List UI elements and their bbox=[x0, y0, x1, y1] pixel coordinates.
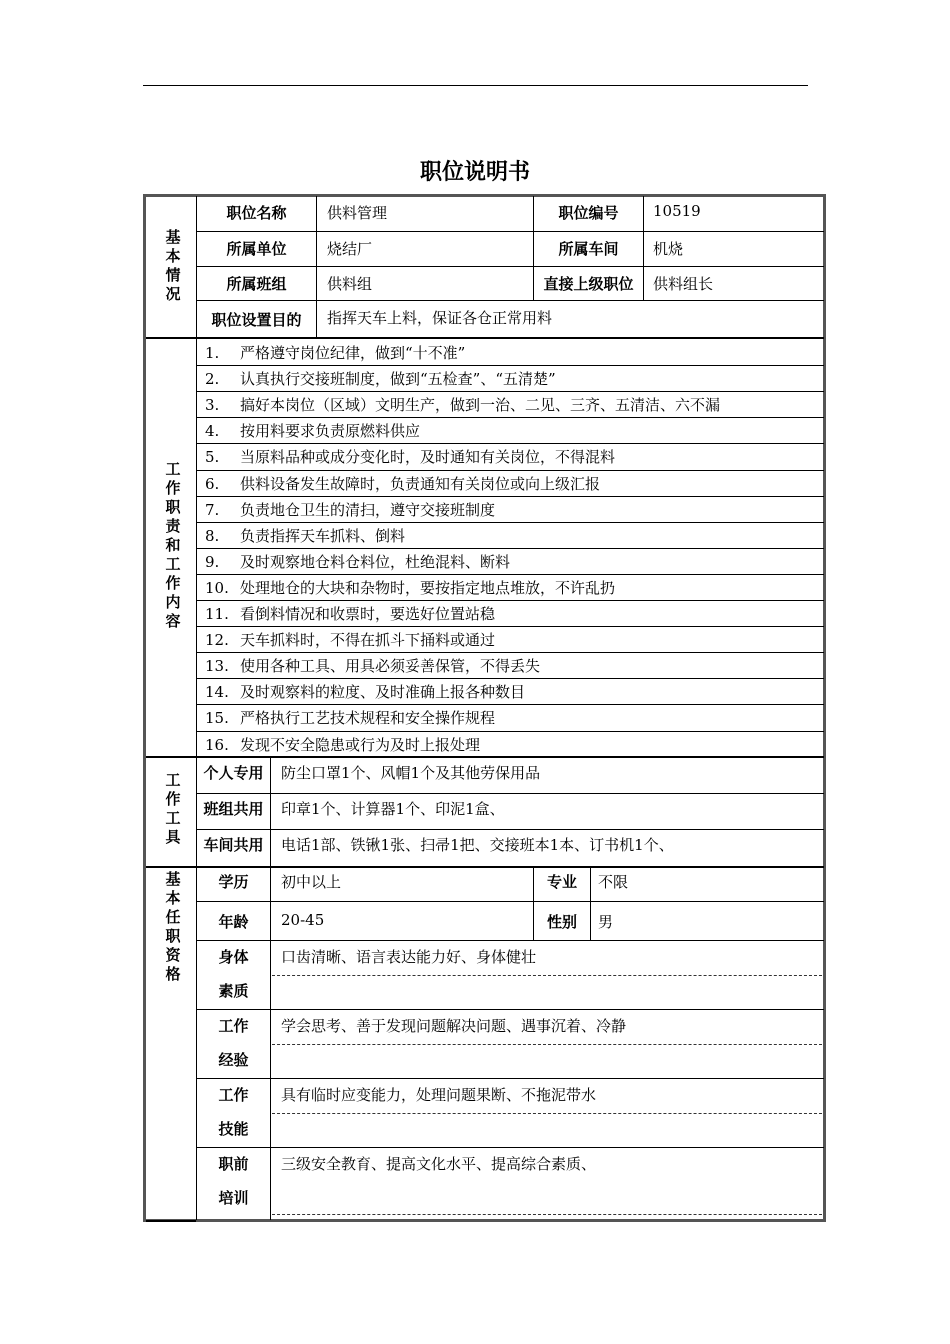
duty-row-divider bbox=[196, 496, 824, 497]
duty-text: 认真执行交接班制度，做到“五检查”、“五清楚” bbox=[240, 370, 556, 389]
duty-text: 发现不安全隐患或行为及时上报处理 bbox=[240, 735, 481, 754]
duty-number: 4. bbox=[205, 422, 220, 441]
duty-item bbox=[205, 681, 525, 702]
training-value: 三级安全教育、提高文化水平、提高综合素质、 bbox=[281, 1155, 597, 1173]
purpose-value: 指挥天车上料，保证各仓正常用料 bbox=[327, 309, 553, 327]
duty-item bbox=[205, 629, 495, 650]
skills-value: 具有临时应变能力，处理问题果断、不拖泥带水 bbox=[281, 1086, 597, 1104]
duty-item bbox=[205, 577, 615, 598]
duty-number: 1. bbox=[205, 344, 220, 362]
duty-row-divider bbox=[196, 704, 824, 705]
duty-item bbox=[205, 707, 495, 728]
duty-item bbox=[205, 551, 510, 572]
duty-item bbox=[205, 368, 556, 389]
duty-row-divider bbox=[196, 678, 824, 679]
duty-number: 3. bbox=[205, 396, 220, 415]
header-rule bbox=[143, 85, 808, 86]
duty-number: 7. bbox=[205, 500, 220, 519]
duty-number: 9. bbox=[205, 552, 220, 571]
experience-value: 学会思考、善于发现问题解决问题、遇事沉着、冷静 bbox=[281, 1017, 627, 1035]
duty-text: 负责地仓卫生的清扫，遵守交接班制度 bbox=[240, 500, 496, 519]
duty-number: 2. bbox=[205, 370, 220, 389]
duty-number: 12. bbox=[205, 631, 229, 650]
tools-personal-label: 个人专用 bbox=[203, 764, 264, 782]
duty-number: 14. bbox=[205, 683, 229, 702]
duty-item bbox=[205, 473, 600, 494]
tools-team-label: 班组共用 bbox=[203, 800, 264, 818]
superior-value: 供料组长 bbox=[653, 275, 714, 293]
duty-row-divider bbox=[196, 470, 824, 471]
section-duties: 工作职责和工作内容 bbox=[165, 460, 181, 630]
duty-row-divider bbox=[196, 391, 824, 392]
duty-number: 10. bbox=[205, 578, 229, 597]
duty-item bbox=[205, 342, 465, 363]
skills-label-2: 技能 bbox=[218, 1120, 249, 1138]
duty-item bbox=[205, 734, 480, 755]
duty-row-divider bbox=[196, 652, 824, 653]
duty-text: 及时观察料的粒度、及时准确上报各种数目 bbox=[240, 683, 526, 702]
position-name-value: 供料管理 bbox=[327, 204, 388, 222]
duty-number: 8. bbox=[205, 526, 220, 545]
duty-text: 严格执行工艺技术规程和安全操作规程 bbox=[240, 709, 496, 728]
duty-text: 天车抓料时，不得在抓斗下捅料或通过 bbox=[240, 631, 496, 650]
duty-item bbox=[205, 420, 420, 441]
tools-workshop-label: 车间共用 bbox=[203, 836, 264, 854]
workshop-label: 所属车间 bbox=[558, 240, 619, 258]
major-value: 不限 bbox=[598, 873, 629, 891]
position-no-value: 10519 bbox=[653, 202, 701, 220]
duty-row-divider bbox=[196, 365, 824, 366]
duty-text: 负责指挥天车抓料、倒料 bbox=[240, 526, 406, 545]
major-label: 专业 bbox=[546, 873, 577, 891]
training-label: 职前 bbox=[218, 1155, 249, 1173]
age-value: 20-45 bbox=[281, 911, 325, 929]
duty-row-divider bbox=[196, 731, 824, 732]
duty-number: 11. bbox=[205, 605, 229, 623]
duty-item bbox=[205, 499, 495, 520]
duty-row-divider bbox=[196, 548, 824, 549]
gender-value: 男 bbox=[598, 913, 614, 931]
duty-text: 使用各种工具、用具必须妥善保管，不得丢失 bbox=[240, 657, 541, 676]
unit-label: 所属单位 bbox=[226, 240, 287, 258]
section-basic-info: 基本情况 bbox=[165, 228, 181, 303]
duty-item bbox=[205, 603, 495, 624]
physical-label: 身体 bbox=[218, 948, 249, 966]
page-title: 职位说明书 bbox=[419, 160, 530, 185]
age-label: 年龄 bbox=[218, 913, 249, 931]
duty-row-divider bbox=[196, 626, 824, 627]
workshop-value: 机烧 bbox=[653, 240, 684, 258]
duty-row-divider bbox=[196, 600, 824, 601]
duty-row-divider bbox=[196, 574, 824, 575]
duty-number: 16. bbox=[205, 735, 229, 754]
team-label: 所属班组 bbox=[226, 275, 287, 293]
education-label: 学历 bbox=[218, 873, 249, 891]
physical-label-2: 素质 bbox=[218, 982, 249, 1000]
duty-text: 严格遵守岗位纪律，做到“十不准” bbox=[240, 344, 466, 362]
duty-item bbox=[205, 655, 540, 676]
tools-personal-value: 防尘口罩1个、风帽1个及其他劳保用品 bbox=[281, 764, 541, 782]
duty-number: 6. bbox=[205, 474, 220, 493]
duty-text: 处理地仓的大块和杂物时，要按指定地点堆放，不许乱扔 bbox=[240, 578, 616, 597]
duty-text: 按用料要求负责原燃料供应 bbox=[240, 422, 421, 441]
duty-item bbox=[205, 525, 405, 546]
training-label-2: 培训 bbox=[218, 1189, 249, 1207]
duty-text: 供料设备发生故障时，负责通知有关岗位或向上级汇报 bbox=[240, 474, 601, 493]
position-name-label: 职位名称 bbox=[226, 204, 287, 222]
duty-number: 15. bbox=[205, 709, 229, 728]
position-no-label: 职位编号 bbox=[558, 204, 619, 222]
superior-label: 直接上级职位 bbox=[543, 275, 634, 293]
section-tools: 工作工具 bbox=[165, 771, 181, 846]
tools-team-value: 印章1个、计算器1个、印泥1盒、 bbox=[281, 800, 505, 818]
purpose-label: 职位设置目的 bbox=[211, 311, 302, 329]
duty-row-divider bbox=[196, 417, 824, 418]
duty-row-divider bbox=[196, 522, 824, 523]
duty-number: 5. bbox=[205, 448, 220, 467]
duty-item bbox=[205, 394, 720, 415]
section-qualifications: 基本 任职资格 bbox=[165, 870, 181, 983]
team-value: 供料组 bbox=[327, 275, 373, 293]
duty-text: 当原料品种或成分变化时，及时通知有关岗位，不得混料 bbox=[240, 448, 616, 467]
duty-text: 及时观察地仓料仓料位，杜绝混料、断料 bbox=[240, 552, 511, 571]
duty-text: 搞好本岗位（区域）文明生产，做到一治、二见、三齐、五清洁、六不漏 bbox=[240, 396, 721, 415]
unit-value: 烧结厂 bbox=[327, 240, 373, 258]
duty-item bbox=[205, 446, 615, 467]
skills-label: 工作 bbox=[218, 1086, 249, 1104]
gender-label: 性别 bbox=[546, 913, 577, 931]
duty-row-divider bbox=[196, 443, 824, 444]
experience-label-2: 经验 bbox=[218, 1051, 249, 1069]
table-bottom-mark bbox=[146, 1220, 196, 1222]
physical-value: 口齿清晰、语言表达能力好、身体健壮 bbox=[281, 948, 537, 966]
education-value: 初中以上 bbox=[281, 873, 342, 891]
experience-label: 工作 bbox=[218, 1017, 249, 1035]
duty-number: 13. bbox=[205, 657, 229, 676]
duty-text: 看倒料情况和收票时，要选好位置站稳 bbox=[240, 605, 496, 623]
tools-workshop-value: 电话1部、铁锹1张、扫帚1把、交接班本1本、订书机1个、 bbox=[281, 836, 674, 854]
